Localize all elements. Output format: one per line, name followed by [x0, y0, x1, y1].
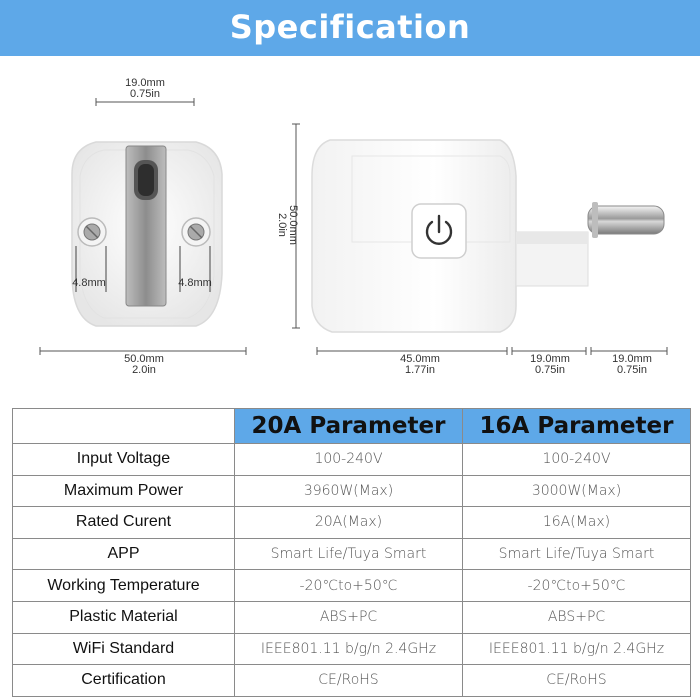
row-label: Working Temperature: [13, 570, 235, 602]
value-16a: IEEE801.11 b/g/n 2.4GHz: [463, 633, 691, 665]
table-row: [13, 475, 691, 507]
table-row: [13, 665, 691, 697]
value-20a: CE/RoHS: [235, 665, 463, 697]
value-20a: 3960W(Max): [235, 475, 463, 507]
front-top-dimension: 19.0mm 0.75in: [125, 77, 165, 100]
value-20a: Smart Life/Tuya Smart: [235, 538, 463, 570]
value-20a: -20℃to+50℃: [235, 570, 463, 602]
value-20a: 20A(Max): [235, 507, 463, 539]
value-16a: Smart Life/Tuya Smart: [463, 538, 691, 570]
table-row: [13, 538, 691, 570]
row-label: Maximum Power: [13, 475, 235, 507]
table-row: [13, 570, 691, 602]
value-16a: 3000W(Max): [463, 475, 691, 507]
page-title: Specification: [229, 8, 471, 46]
plug-side-view: [312, 140, 664, 332]
row-label: Rated Curent: [13, 507, 235, 539]
value-20a: 100-240V: [235, 444, 463, 476]
header-cell-16a: 16A Parameter: [463, 409, 691, 444]
side-pin-dimension: 19.0mm 0.75in: [612, 353, 652, 376]
value-16a: CE/RoHS: [463, 665, 691, 697]
table-row: [13, 633, 691, 665]
dimension-drawing: [0, 56, 700, 400]
side-height-dimension: 50.0mm 2.0in: [276, 205, 299, 245]
value-16a: 16A(Max): [463, 507, 691, 539]
table-row: [13, 601, 691, 633]
side-base-dimension: 19.0mm 0.75in: [530, 353, 570, 376]
value-16a: 100-240V: [463, 444, 691, 476]
value-16a: ABS+PC: [463, 601, 691, 633]
side-body-dimension: 45.0mm 1.77in: [400, 353, 440, 376]
value-20a: ABS+PC: [235, 601, 463, 633]
row-label: APP: [13, 538, 235, 570]
header-cell-20a: 20A Parameter: [235, 409, 463, 444]
value-20a: IEEE801.11 b/g/n 2.4GHz: [235, 633, 463, 665]
plug-front-view: [72, 142, 222, 326]
table-row: [13, 507, 691, 539]
pin-right-dimension: 4.8mm: [178, 277, 212, 289]
pin-left-dimension: 4.8mm: [72, 277, 106, 289]
table-header-row: [13, 409, 691, 444]
row-label: Plastic Material: [13, 601, 235, 633]
product-diagram: [0, 56, 700, 400]
spec-table: [12, 408, 691, 697]
front-width-dimension: 50.0mm 2.0in: [124, 353, 164, 376]
row-label: WiFi Standard: [13, 633, 235, 665]
table-row: [13, 444, 691, 476]
row-label: Certification: [13, 665, 235, 697]
value-16a: -20℃to+50℃: [463, 570, 691, 602]
header-cell-empty: [13, 409, 235, 444]
row-label: Input Voltage: [13, 444, 235, 476]
